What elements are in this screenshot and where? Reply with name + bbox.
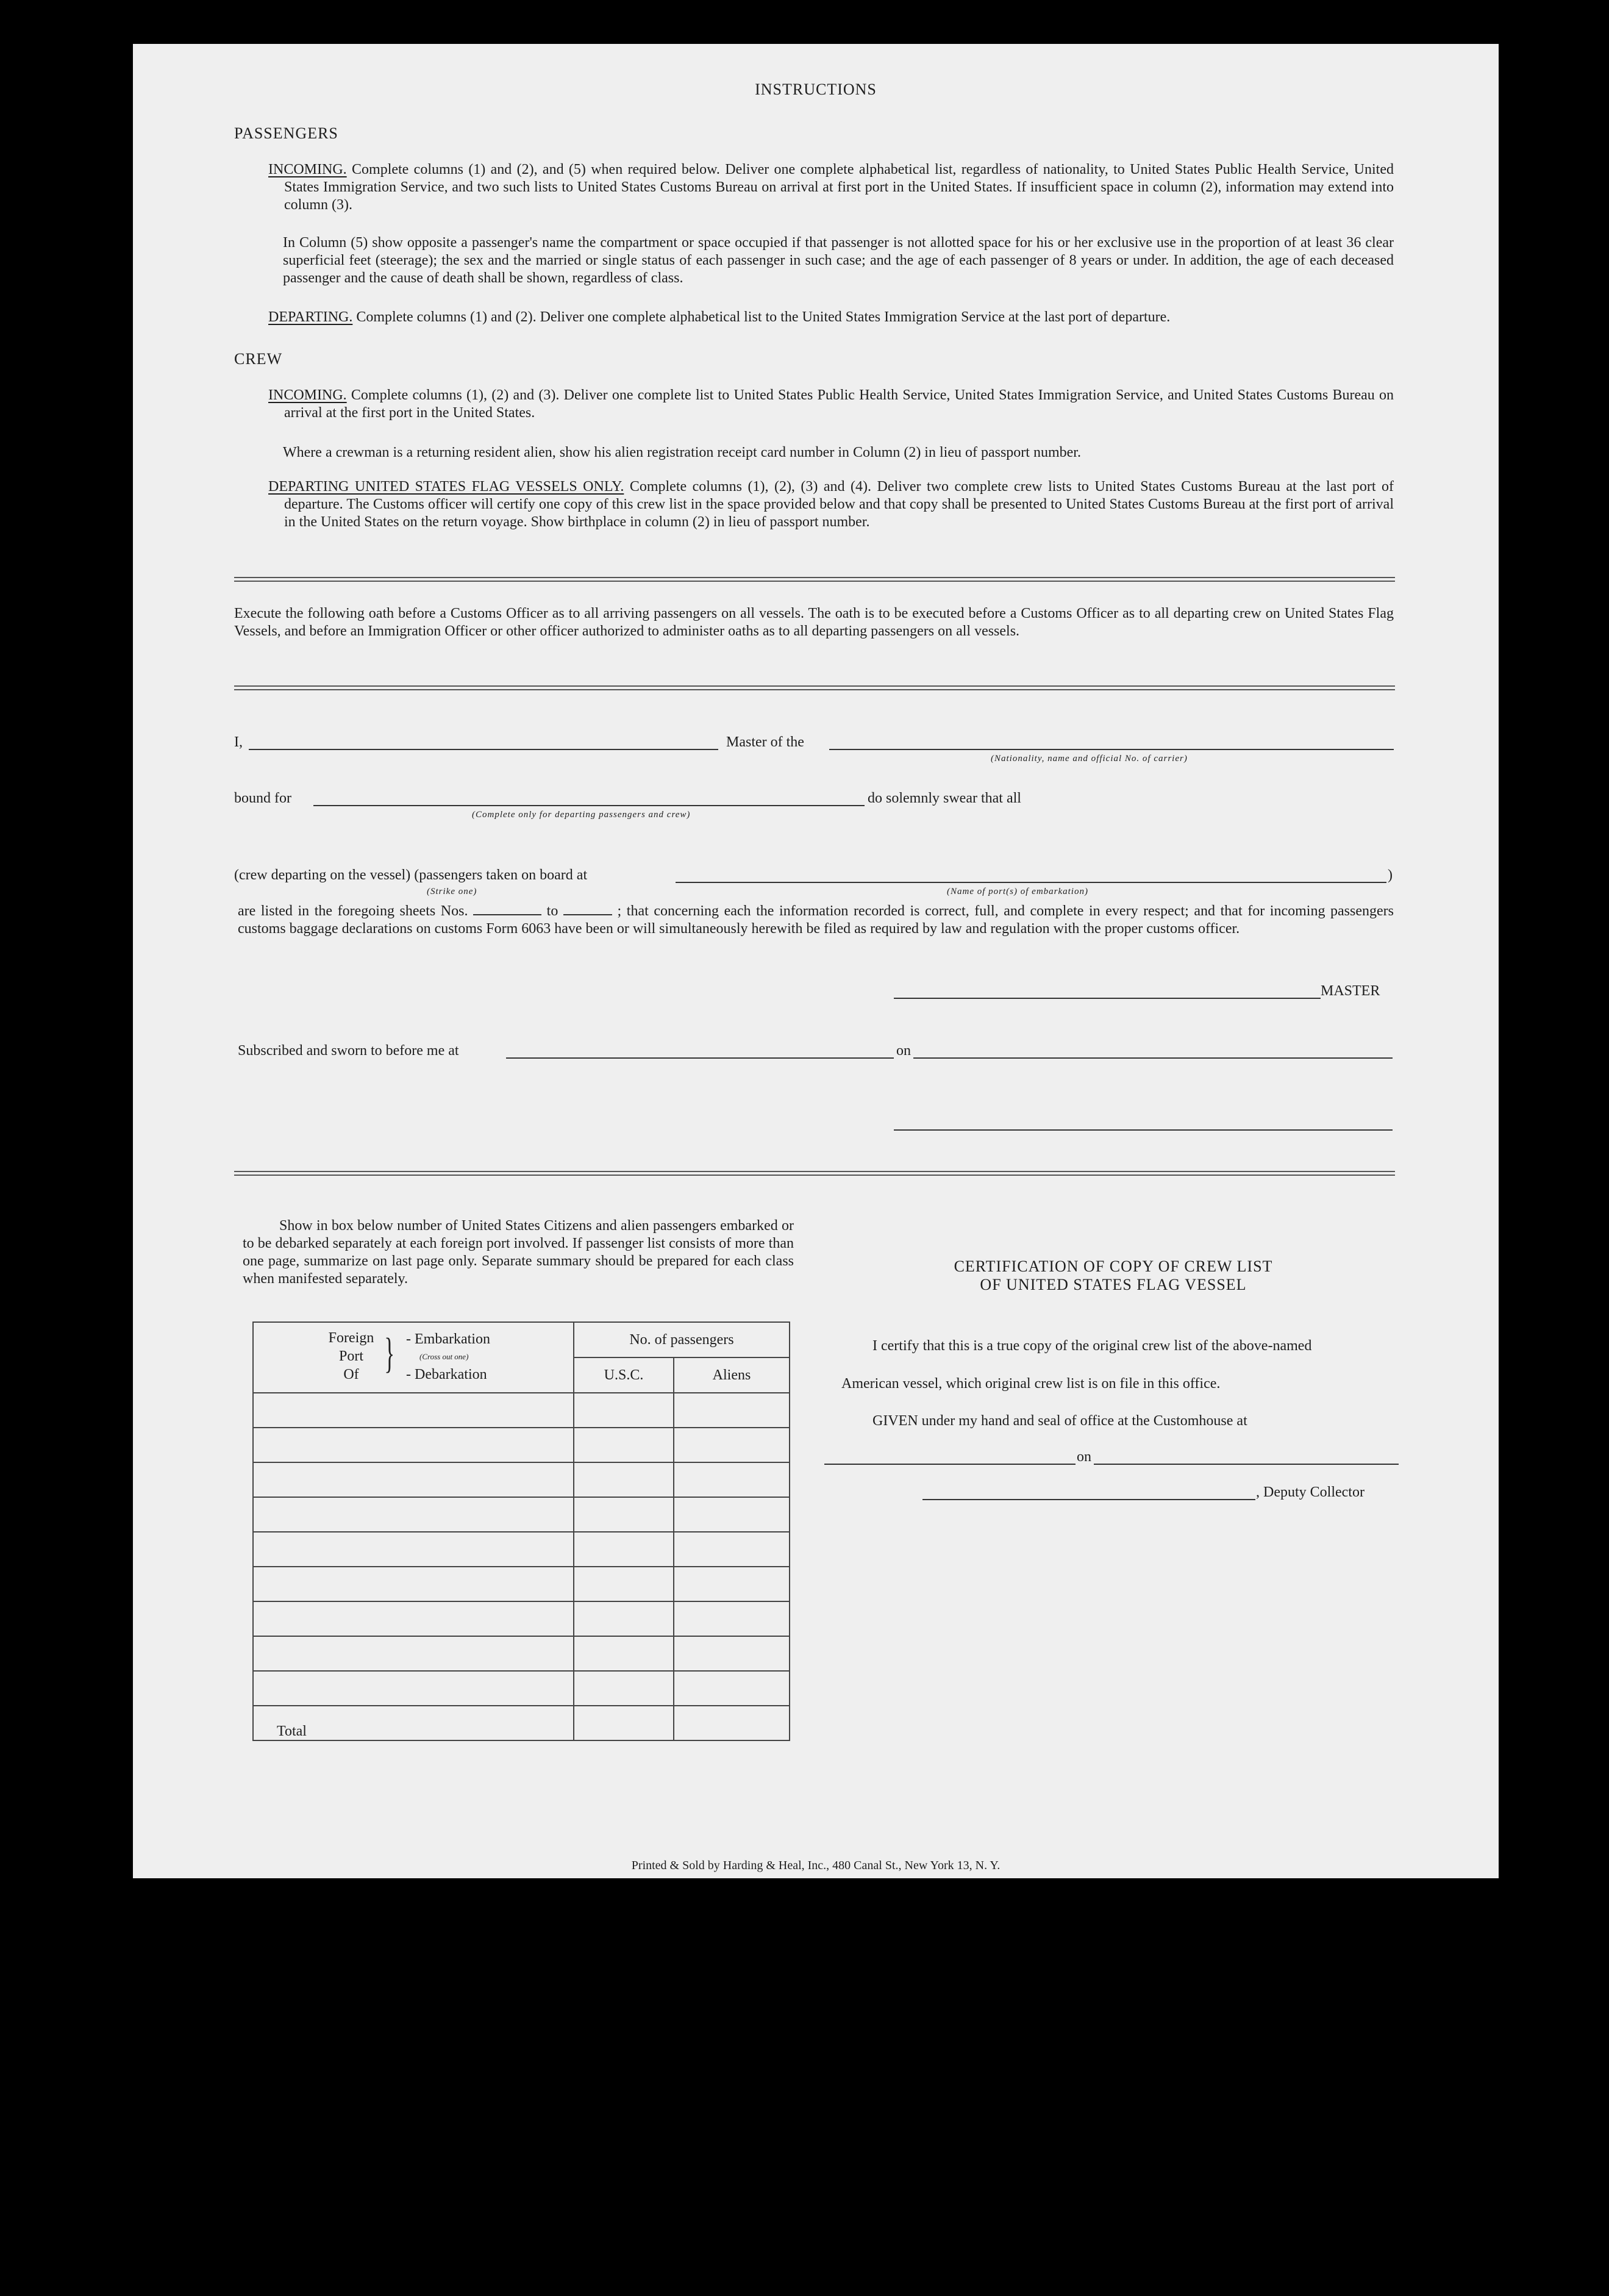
port-cell[interactable] <box>253 1671 574 1706</box>
master-label: MASTER <box>1321 983 1380 999</box>
usc-header-cell: U.S.C. <box>574 1357 674 1393</box>
oath-intro-paragraph: Execute the following oath before a Customs Officer as to all arriving passengers on all vessels. The oath is to be executed before a Customs Officer as to all departing crew on United States Flag Vessels, and before an Immigration Officer or other officer authorized to administer oaths as to all departing passengers on all vessels. <box>234 606 1394 639</box>
listed-paragraph <box>238 903 1394 938</box>
close-paren: ) <box>1388 867 1393 883</box>
table-row <box>253 1567 790 1601</box>
table-row <box>253 1497 790 1532</box>
crew-heading: CREW <box>234 350 283 368</box>
usc-cell[interactable] <box>574 1428 674 1462</box>
certification-title-line2: OF UNITED STATES FLAG VESSEL <box>980 1276 1247 1293</box>
swear-label: do solemnly swear that all <box>868 790 1021 806</box>
master-signature-field[interactable] <box>894 998 1321 999</box>
ports-caption: (Name of port(s) of embarkation) <box>947 887 1088 896</box>
passengers-incoming-paragraph <box>268 161 1394 214</box>
passengers-heading: PASSENGERS <box>234 124 338 142</box>
crew-incoming-paragraph <box>268 387 1394 422</box>
table-row <box>253 1462 790 1497</box>
aliens-header-cell: Aliens <box>674 1357 790 1393</box>
cross-out-caption: (Cross out one) <box>419 1352 469 1361</box>
certify-line2: American vessel, which original crew list is on file in this office. <box>841 1376 1221 1392</box>
listed-prefix: are listed in the foregoing sheets Nos. <box>238 903 468 919</box>
sworn-place-field[interactable] <box>506 1057 894 1059</box>
port-label: Port <box>338 1348 363 1364</box>
usc-cell[interactable] <box>574 1636 674 1671</box>
usc-total-cell[interactable] <box>574 1706 674 1740</box>
deputy-signature-field[interactable] <box>922 1499 1255 1500</box>
passengers-incoming-text: Complete columns (1) and (2), and (5) when required below. Deliver one complete alphabetical list, regardless of nationality, to United States Public Health Service, United States Immigration Service, and two such lists to United States Customs Bureau on arrival at first port in the United States. If insufficient space in column (2), information may extend into column (3). <box>284 162 1394 213</box>
deputy-collector-label: , Deputy Collector <box>1256 1484 1365 1500</box>
sheets-to-field[interactable] <box>563 914 612 915</box>
page-title: INSTRUCTIONS <box>755 80 877 98</box>
aliens-cell[interactable] <box>674 1671 790 1706</box>
aliens-cell[interactable] <box>674 1532 790 1567</box>
sheets-from-field[interactable] <box>473 914 541 915</box>
certification-date-field[interactable] <box>1094 1464 1399 1465</box>
sworn-date-field[interactable] <box>913 1057 1393 1059</box>
debarkation-label: - Debarkation <box>406 1367 487 1382</box>
bound-caption: (Complete only for departing passengers and crew) <box>472 810 691 820</box>
crew-incoming-text: Complete columns (1), (2) and (3). Deliver one complete list to United States Public Health Service, United States Immigration Service, and United States Customs Bureau on arrival at the first port in the United States. <box>284 387 1394 421</box>
subscribed-label: Subscribed and sworn to before me at <box>238 1043 459 1059</box>
printer-footer: Printed & Sold by Harding & Heal, Inc., 480 Canal St., New York 13, N. Y. <box>631 1859 1001 1872</box>
port-cell[interactable] <box>253 1532 574 1567</box>
divider-rule <box>234 577 1395 582</box>
aliens-cell[interactable] <box>674 1636 790 1671</box>
divider-rule <box>234 1171 1395 1176</box>
aliens-cell[interactable] <box>674 1567 790 1601</box>
embarkation-ports-field[interactable] <box>676 882 1386 883</box>
passengers-departing-paragraph <box>268 309 1394 326</box>
usc-cell[interactable] <box>574 1462 674 1497</box>
passengers-header-cell: No. of passengers <box>574 1322 790 1357</box>
embarkation-label: - Embarkation <box>406 1331 490 1347</box>
usc-cell[interactable] <box>574 1671 674 1706</box>
brace-icon: } <box>384 1330 395 1377</box>
port-cell[interactable] <box>253 1601 574 1636</box>
port-header-cell <box>253 1322 574 1393</box>
passengers-departing-text: Complete columns (1) and (2). Deliver one complete alphabetical list to the United States Immigration Service at the last port of departure. <box>356 309 1171 325</box>
table-header-row <box>253 1322 790 1357</box>
total-row <box>253 1706 790 1740</box>
passenger-summary-table <box>252 1321 790 1741</box>
vessel-field[interactable] <box>829 749 1394 750</box>
table-row <box>253 1601 790 1636</box>
master-name-field[interactable] <box>249 749 718 750</box>
nationality-caption: (Nationality, name and official No. of carrier) <box>991 754 1188 764</box>
form-page <box>133 44 1499 1878</box>
crew-departing-label: DEPARTING UNITED STATES FLAG VESSELS ONLY. <box>268 479 624 495</box>
aliens-cell[interactable] <box>674 1428 790 1462</box>
to-label: to <box>546 903 558 919</box>
aliens-cell[interactable] <box>674 1601 790 1636</box>
table-row <box>253 1532 790 1567</box>
bound-for-field[interactable] <box>313 805 865 806</box>
crew-departing-label: (crew departing on the vessel) (passengers taken on board at <box>234 867 588 883</box>
port-cell[interactable] <box>253 1428 574 1462</box>
table-row <box>253 1671 790 1706</box>
passengers-incoming-label: INCOMING. <box>268 162 347 177</box>
divider-rule <box>234 685 1395 690</box>
aliens-cell[interactable] <box>674 1462 790 1497</box>
certification-on-label: on <box>1077 1449 1091 1465</box>
foreign-label: Foreign <box>328 1330 374 1346</box>
crew-incoming-label: INCOMING. <box>268 387 347 403</box>
column5-paragraph: In Column (5) show opposite a passenger's name the compartment or space occupied if that passenger is not allotted space for his or her exclusive use in the proportion of at least 36 clear superficial feet (steerage); the sex and the married or single status of each passenger in such case; and the age of each passenger of 8 years or under. In addition, the age of each deceased passenger and the cause of death shall be shown, regardless of class. <box>283 235 1394 286</box>
of-label: Of <box>343 1367 359 1382</box>
certification-title <box>930 1257 1296 1294</box>
port-cell[interactable] <box>253 1393 574 1428</box>
usc-cell[interactable] <box>574 1532 674 1567</box>
certification-title-line1: CERTIFICATION OF COPY OF CREW LIST <box>954 1257 1273 1275</box>
master-of-label: Master of the <box>726 734 804 750</box>
usc-cell[interactable] <box>574 1497 674 1532</box>
port-cell[interactable] <box>253 1636 574 1671</box>
oath-i-label: I, <box>234 734 243 750</box>
customhouse-field[interactable] <box>824 1464 1076 1465</box>
usc-cell[interactable] <box>574 1601 674 1636</box>
crew-departing-text: Complete columns (1), (2), (3) and (4). Deliver two complete crew lists to United States Customs Bureau at the last port of departure. The Customs officer will certify one copy of this crew list in the space provided below and that copy shall be presented to United States Customs Bureau at the first port of arrival in the United States on the return voyage. Show birthplace in column (2) in lieu of passport number. <box>284 479 1394 530</box>
bound-for-label: bound for <box>234 790 291 806</box>
aliens-cell[interactable] <box>674 1393 790 1428</box>
port-cell[interactable] <box>253 1497 574 1532</box>
crew-departing-paragraph <box>268 478 1394 531</box>
total-label: Total <box>253 1706 574 1740</box>
crew-resident-paragraph: Where a crewman is a returning resident alien, show his alien registration receipt card number in Column (2) in lieu of passport number. <box>283 445 1081 460</box>
port-cell[interactable] <box>253 1567 574 1601</box>
port-cell[interactable] <box>253 1462 574 1497</box>
aliens-total-cell[interactable] <box>674 1706 790 1740</box>
aliens-cell[interactable] <box>674 1497 790 1532</box>
table-row <box>253 1393 790 1428</box>
table-row <box>253 1428 790 1462</box>
table-row <box>253 1636 790 1671</box>
summary-instructions: Show in box below number of United States Citizens and alien passengers embarked or to be debarked separately at each foreign port involved. If passenger list consists of more than one page, summarize on last page only. Separate summary should be prepared for each class when manifested separately. <box>243 1218 794 1287</box>
passengers-departing-label: DEPARTING. <box>268 309 353 325</box>
usc-cell[interactable] <box>574 1393 674 1428</box>
given-line: GIVEN under my hand and seal of office at the Customhouse at <box>872 1413 1247 1429</box>
officer-signature-field[interactable] <box>894 1129 1393 1131</box>
strike-one-caption: (Strike one) <box>427 887 477 896</box>
usc-cell[interactable] <box>574 1567 674 1601</box>
sworn-on-label: on <box>896 1043 911 1059</box>
listed-rest: ; that concerning each the information recorded is correct, full, and complete in every respect; and that for incoming passengers customs baggage declarations on customs Form 6063 have been or will simultaneously herewith be filed as required by law and regulation with the proper customs officer. <box>238 903 1394 937</box>
certify-line1: I certify that this is a true copy of the original crew list of the above-named <box>872 1338 1312 1354</box>
